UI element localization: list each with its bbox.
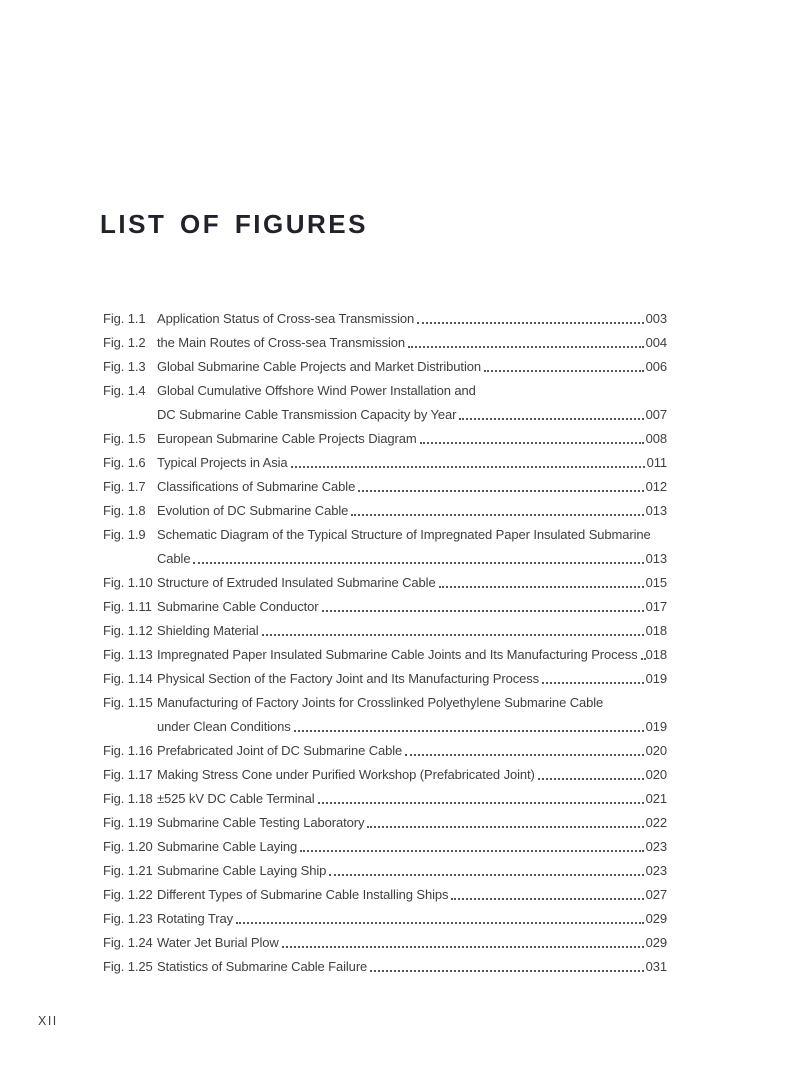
- figure-line: [157, 763, 667, 787]
- figure-lines: [157, 811, 667, 835]
- figure-label: Fig. 1.8: [103, 503, 146, 518]
- figure-lines: [157, 427, 667, 451]
- figure-page-ref: 020: [645, 767, 667, 782]
- figure-line: [157, 451, 667, 475]
- figure-label: Fig. 1.4: [103, 383, 146, 398]
- figure-title-text: Classifications of Submarine Cable: [157, 479, 356, 494]
- dot-leader: [420, 442, 644, 444]
- dot-leader: [329, 874, 643, 876]
- figure-lines: [157, 595, 667, 619]
- figure-lines: [157, 955, 667, 979]
- figure-title-text: Submarine Cable Laying: [157, 839, 298, 854]
- figure-page-ref: 027: [645, 887, 667, 902]
- figure-lines: [157, 883, 667, 907]
- dot-leader: [405, 754, 643, 756]
- figure-lines: [157, 379, 667, 427]
- figure-line: [157, 787, 667, 811]
- figure-entry: [103, 739, 667, 763]
- figure-label: Fig. 1.2: [103, 335, 146, 350]
- figure-lines: [157, 571, 667, 595]
- figure-entry: [103, 451, 667, 475]
- figure-lines: [157, 331, 667, 355]
- figure-title-text: Shielding Material: [157, 623, 259, 638]
- figure-lines: [157, 451, 667, 475]
- figure-entry: [103, 499, 667, 523]
- figure-entry: [103, 691, 667, 739]
- figure-page-ref: 017: [645, 599, 667, 614]
- figure-entry: [103, 955, 667, 979]
- figure-label: Fig. 1.21: [103, 863, 153, 878]
- dot-leader: [351, 514, 643, 516]
- figure-page-ref: 018: [645, 623, 667, 638]
- figure-entry: [103, 883, 667, 907]
- figure-label: Fig. 1.5: [103, 431, 146, 446]
- figure-line: [157, 595, 667, 619]
- dot-leader: [322, 610, 644, 612]
- figure-line: [157, 811, 667, 835]
- figure-line: [157, 571, 667, 595]
- figure-entry: [103, 811, 667, 835]
- figure-title-text: Impregnated Paper Insulated Submarine Cable Joints and Its Manufacturing Process: [157, 647, 638, 662]
- figure-line: [157, 547, 667, 571]
- figure-entry: [103, 379, 667, 427]
- figure-entry: [103, 355, 667, 379]
- figure-page-ref: 031: [645, 959, 667, 974]
- figure-entry: [103, 907, 667, 931]
- figure-line: [157, 859, 667, 883]
- figure-label: Fig. 1.24: [103, 935, 153, 950]
- figure-line: [157, 475, 667, 499]
- figure-entry: [103, 859, 667, 883]
- dot-leader: [291, 466, 645, 468]
- figure-line: [157, 715, 667, 739]
- figure-title-text: under Clean Conditions: [157, 719, 291, 734]
- figure-line: [157, 643, 667, 667]
- figure-page-ref: 022: [645, 815, 667, 830]
- figure-entry: [103, 835, 667, 859]
- figure-lines: [157, 667, 667, 691]
- figure-title-text: Rotating Tray: [157, 911, 234, 926]
- figure-entry: [103, 475, 667, 499]
- figure-lines: [157, 523, 667, 571]
- figure-lines: [157, 307, 667, 331]
- figure-page-ref: 019: [645, 719, 667, 734]
- figure-page-ref: 004: [645, 335, 667, 350]
- dot-leader: [542, 682, 644, 684]
- figure-entry: [103, 763, 667, 787]
- figure-label: Fig. 1.9: [103, 527, 146, 542]
- dot-leader: [193, 562, 643, 564]
- figure-list: [103, 307, 667, 979]
- figure-lines: [157, 907, 667, 931]
- figure-entry: [103, 307, 667, 331]
- figure-title-text: Manufacturing of Factory Joints for Crosslinked Polyethylene Submarine Cable: [157, 695, 604, 710]
- dot-leader: [417, 322, 643, 324]
- figure-page-ref: 015: [645, 575, 667, 590]
- figure-entry: [103, 931, 667, 955]
- figure-entry: [103, 523, 667, 571]
- figure-title-text: Global Cumulative Offshore Wind Power Installation and: [157, 383, 476, 398]
- figure-title-text: Statistics of Submarine Cable Failure: [157, 959, 368, 974]
- figure-label: Fig. 1.16: [103, 743, 153, 758]
- figure-line: [157, 403, 667, 427]
- figure-label: Fig. 1.23: [103, 911, 153, 926]
- figure-entry: [103, 643, 667, 667]
- figure-line: [157, 667, 667, 691]
- figure-title-text: Making Stress Cone under Purified Workshop (Prefabricated Joint): [157, 767, 535, 782]
- figure-page-ref: 020: [645, 743, 667, 758]
- figure-label: Fig. 1.12: [103, 623, 153, 638]
- figure-page-ref: 023: [645, 863, 667, 878]
- figure-entry: [103, 331, 667, 355]
- figure-line: [157, 355, 667, 379]
- dot-leader: [300, 850, 643, 852]
- figure-label: Fig. 1.6: [103, 455, 146, 470]
- figure-label: Fig. 1.25: [103, 959, 153, 974]
- figure-line: [157, 907, 667, 931]
- dot-leader: [641, 658, 644, 660]
- figure-page-ref: 013: [645, 551, 667, 566]
- dot-leader: [262, 634, 644, 636]
- figure-title-text: Evolution of DC Submarine Cable: [157, 503, 349, 518]
- figure-page-ref: 011: [646, 455, 667, 470]
- figure-line: [157, 835, 667, 859]
- figure-lines: [157, 835, 667, 859]
- figure-lines: [157, 739, 667, 763]
- figure-page-ref: 007: [645, 407, 667, 422]
- figure-label: Fig. 1.13: [103, 647, 153, 662]
- figure-label: Fig. 1.14: [103, 671, 153, 686]
- figure-title-text: Cable: [157, 551, 191, 566]
- figure-line: [157, 739, 667, 763]
- figure-entry: [103, 667, 667, 691]
- figure-title-text: Prefabricated Joint of DC Submarine Cable: [157, 743, 403, 758]
- dot-leader: [236, 922, 644, 924]
- figure-line: [157, 883, 667, 907]
- figure-title-text: the Main Routes of Cross-sea Transmission: [157, 335, 406, 350]
- figure-line: [157, 955, 667, 979]
- figure-label: Fig. 1.3: [103, 359, 146, 374]
- figure-title-text: Typical Projects in Asia: [157, 455, 288, 470]
- figure-title-text: ±525 kV DC Cable Terminal: [157, 791, 315, 806]
- figure-page-ref: 006: [645, 359, 667, 374]
- figure-line: [157, 523, 667, 547]
- figure-lines: [157, 499, 667, 523]
- figure-line: [157, 619, 667, 643]
- dot-leader: [484, 370, 644, 372]
- figure-entry: [103, 427, 667, 451]
- figure-title-text: Submarine Cable Laying Ship: [157, 863, 327, 878]
- figure-entry: [103, 595, 667, 619]
- figure-lines: [157, 787, 667, 811]
- figure-lines: [157, 475, 667, 499]
- figure-title-text: Application Status of Cross-sea Transmission: [157, 311, 415, 326]
- figure-title-text: European Submarine Cable Projects Diagram: [157, 431, 417, 446]
- figure-label: Fig. 1.11: [103, 599, 152, 614]
- figure-page-ref: 013: [645, 503, 667, 518]
- dot-leader: [439, 586, 644, 588]
- figure-line: [157, 931, 667, 955]
- dot-leader: [451, 898, 643, 900]
- page-number: XII: [38, 1014, 58, 1028]
- figure-label: Fig. 1.19: [103, 815, 153, 830]
- figure-label: Fig. 1.17: [103, 767, 153, 782]
- figure-entry: [103, 619, 667, 643]
- figure-entry: [103, 571, 667, 595]
- figure-line: [157, 427, 667, 451]
- figure-page-ref: 018: [645, 647, 667, 662]
- dot-leader: [318, 802, 644, 804]
- dot-leader: [282, 946, 644, 948]
- page-title: LIST OF FIGURES: [100, 209, 368, 240]
- figure-page-ref: 003: [645, 311, 667, 326]
- figure-title-text: Schematic Diagram of the Typical Structure of Impregnated Paper Insulated Submarine: [157, 527, 651, 542]
- figure-line: [157, 499, 667, 523]
- figure-lines: [157, 691, 667, 739]
- figure-title-text: Different Types of Submarine Cable Installing Ships: [157, 887, 449, 902]
- figure-title-text: Structure of Extruded Insulated Submarine Cable: [157, 575, 436, 590]
- figure-title-text: Submarine Cable Conductor: [157, 599, 319, 614]
- dot-leader: [358, 490, 643, 492]
- figure-label: Fig. 1.18: [103, 791, 153, 806]
- figure-title-text: Submarine Cable Testing Laboratory: [157, 815, 365, 830]
- dot-leader: [367, 826, 643, 828]
- figure-label: Fig. 1.7: [103, 479, 146, 494]
- figure-label: Fig. 1.1: [103, 311, 146, 326]
- figure-label: Fig. 1.15: [103, 695, 153, 710]
- figure-page-ref: 023: [645, 839, 667, 854]
- dot-leader: [408, 346, 644, 348]
- figure-line: [157, 307, 667, 331]
- dot-leader: [459, 418, 643, 420]
- figure-label: Fig. 1.10: [103, 575, 153, 590]
- figure-line: [157, 331, 667, 355]
- figure-page-ref: 019: [645, 671, 667, 686]
- figure-lines: [157, 619, 667, 643]
- figure-title-text: Water Jet Burial Plow: [157, 935, 279, 950]
- figure-page-ref: 008: [645, 431, 667, 446]
- figure-lines: [157, 931, 667, 955]
- dot-leader: [538, 778, 644, 780]
- figure-label: Fig. 1.20: [103, 839, 153, 854]
- figure-lines: [157, 859, 667, 883]
- figure-lines: [157, 355, 667, 379]
- figure-entry: [103, 787, 667, 811]
- figure-page-ref: 029: [645, 935, 667, 950]
- dot-leader: [370, 970, 643, 972]
- figure-title-text: Physical Section of the Factory Joint and Its Manufacturing Process: [157, 671, 540, 686]
- dot-leader: [294, 730, 644, 732]
- figure-label: Fig. 1.22: [103, 887, 153, 902]
- figure-lines: [157, 763, 667, 787]
- figure-line: [157, 379, 667, 403]
- figure-page-ref: 029: [645, 911, 667, 926]
- figure-title-text: DC Submarine Cable Transmission Capacity by Year: [157, 407, 457, 422]
- figure-title-text: Global Submarine Cable Projects and Market Distribution: [157, 359, 481, 374]
- figure-lines: [157, 643, 667, 667]
- figure-page-ref: 021: [645, 791, 667, 806]
- figure-line: [157, 691, 667, 715]
- figure-page-ref: 012: [645, 479, 667, 494]
